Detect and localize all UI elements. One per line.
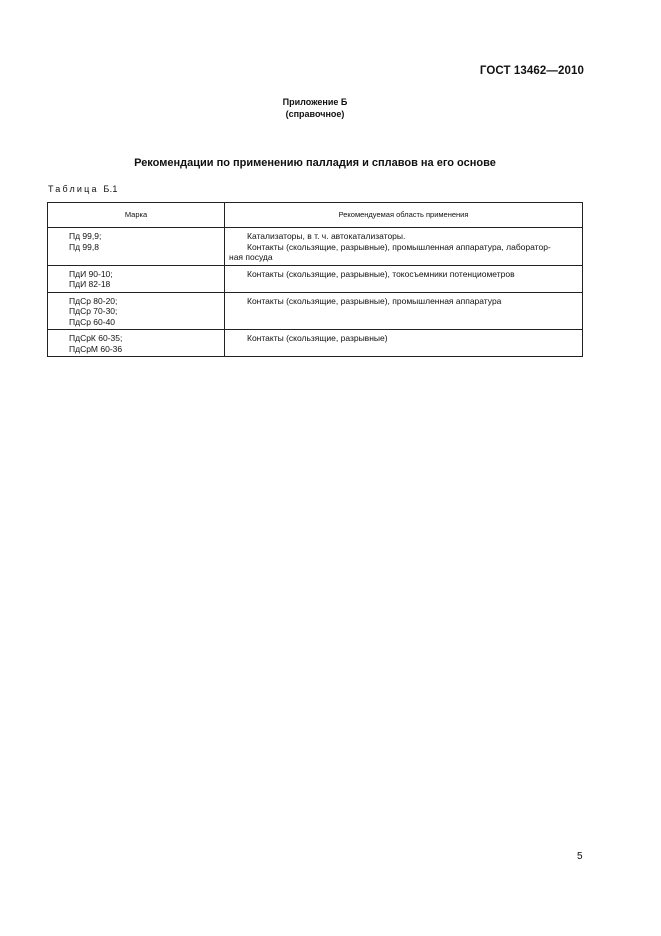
grade-cell (48, 292, 225, 330)
grade-name: ПдИ 82-18 (69, 279, 111, 289)
grade-name: ПдСрК 60-35; (69, 333, 123, 343)
application-cell (225, 228, 583, 266)
table-caption-label: Таблица (48, 184, 99, 194)
table-header-row (48, 203, 583, 228)
grade-name: ПдСр 80-20; (69, 295, 118, 306)
application-text: ная посуда (229, 252, 273, 262)
table-row (48, 265, 583, 292)
application-text: Контакты (скользящие, разрывные), токосъемники потенциометров (247, 268, 515, 279)
grade-cell (48, 330, 225, 357)
appendix-heading (0, 96, 630, 120)
grade-name: ПдСр 60-40 (69, 316, 116, 327)
application-text: Контакты (скользящие, разрывные), промышленная аппаратура, лаборатор- (247, 241, 551, 252)
grade-name: ПдСр 70-30; (69, 306, 118, 316)
grade-name: Пд 99,9; (69, 231, 102, 241)
page-number: 5 (577, 851, 583, 862)
application-text: Контакты (скользящие, разрывные), промышленная аппаратура (247, 295, 502, 306)
application-text: Катализаторы, в т. ч. автокатализаторы. (247, 231, 406, 241)
grade-cell (48, 265, 225, 292)
table-row (48, 228, 583, 266)
grade-name: ПдСрМ 60-36 (69, 343, 123, 354)
column-header-grade: Марка (48, 203, 225, 228)
standard-code: ГОСТ 13462—2010 (479, 65, 584, 77)
application-cell (225, 330, 583, 357)
table-caption-number: Б.1 (103, 184, 118, 194)
table-row (48, 292, 583, 330)
column-header-application: Рекомендуемая область применения (225, 203, 583, 228)
appendix-subtitle: (справочное) (285, 109, 345, 119)
application-cell (225, 292, 583, 330)
table-row (48, 330, 583, 357)
table-caption (48, 184, 118, 194)
grade-cell (48, 228, 225, 266)
appendix-title: Приложение Б (282, 97, 348, 107)
section-title: Рекомендации по применению палладия и сплавов на его основе (134, 157, 496, 169)
application-cell (225, 265, 583, 292)
application-text: Контакты (скользящие, разрывные) (247, 333, 388, 343)
grades-table (47, 202, 583, 357)
grade-name: Пд 99,8 (69, 241, 99, 252)
grade-name: ПдИ 90-10; (69, 268, 113, 279)
